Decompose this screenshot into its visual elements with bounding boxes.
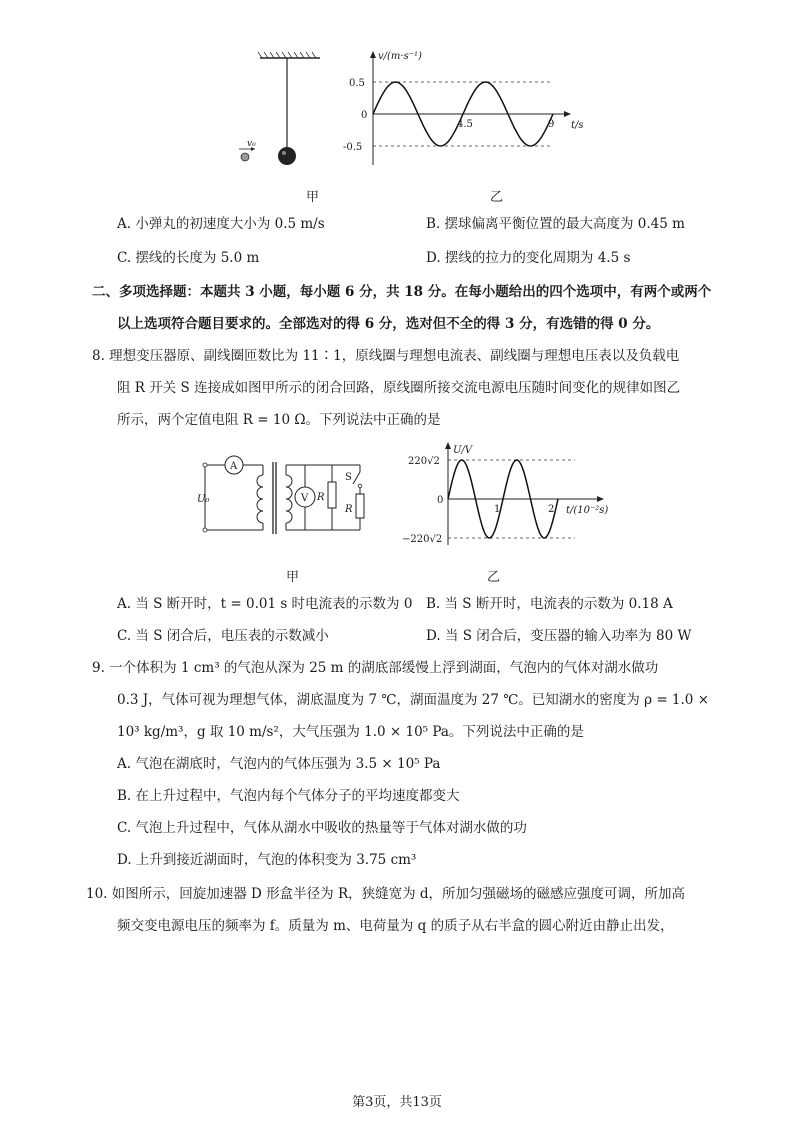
x-axis-label: t/s (571, 120, 584, 131)
voltmeter-label: V (301, 493, 309, 504)
y-tick-top: 0.5 (349, 78, 365, 89)
q9-stem-line1: 9. 一个体积为 1 cm³ 的气泡从深为 25 m 的湖底部缓慢上浮到湖面，气泡内的气体对湖水做功 (92, 660, 659, 676)
x-axis-label: t/(10⁻²s) (566, 505, 609, 516)
q8-stem-line2: 阻 R 开关 S 连接成如图甲所示的闭合回路，原线圈所接交流电源电压随时间变化的规律如图乙 (117, 380, 681, 396)
q8-stem-line3: 所示，两个定值电阻 R = 10 Ω。下列说法中正确的是 (117, 412, 441, 428)
q8-option-c: C. 当 S 闭合后，电压表的示数减小 (117, 628, 329, 644)
q9-option-c: C. 气泡上升过程中，气体从湖水中吸收的热量等于气体对湖水做的功 (117, 820, 527, 836)
q7-option-b: B. 摆球偏离平衡位置的最大高度为 0.45 m (426, 216, 685, 232)
q9-option-d: D. 上升到接近湖面时，气泡的体积变为 3.75 cm³ (117, 852, 417, 868)
y-axis-label: v/(m·s⁻¹) (378, 51, 422, 62)
y-tick-zero: 0 (361, 110, 368, 121)
q8-option-d: D. 当 S 闭合后，变压器的输入功率为 80 W (426, 628, 692, 644)
ammeter-label: A (230, 461, 238, 472)
voltage-time-chart (400, 440, 630, 550)
section2-heading-line2: 以上选项符合题目要求的。全部选对的得 6 分，选对但不全的得 3 分，有选错的得 0 分。 (117, 316, 660, 332)
q9-stem-line2: 0.3 J，气体可视为理想气体，湖底温度为 7 ℃，湖面温度为 27 ℃。已知湖水的密度为 ρ = 1.0 × (117, 692, 710, 708)
section2-heading-line1: 二、多项选择题：本题共 3 小题，每小题 6 分，共 18 分。在每小题给出的四个选项中，有两个或两个 (92, 284, 712, 300)
y-axis-label: U/V (453, 445, 473, 456)
page-number-footer: 第3页，共13页 (352, 1095, 442, 1110)
resistor1-label: R (317, 492, 325, 503)
q10-stem-line2: 频交变电源电压的频率为 f。质量为 m、电荷量为 q 的质子从右半盒的圆心附近由静止出发， (117, 918, 674, 934)
y-tick-top: 220√2 (408, 456, 440, 467)
velocity-time-chart (335, 45, 595, 180)
q9-stem-line3: 10³ kg/m³，g 取 10 m/s²，大气压强为 1.0 × 10⁵ Pa。下列说法中正确的是 (117, 724, 584, 740)
q7-option-d: D. 摆线的拉力的变化周期为 4.5 s (426, 250, 631, 266)
resistor2-label: R (345, 504, 353, 515)
y-tick-zero: 0 (437, 495, 444, 506)
figure-jia-caption: 甲 (306, 190, 320, 205)
q9-option-a: A. 气泡在湖底时，气泡内的气体压强为 3.5 × 10⁵ Pa (117, 756, 441, 772)
pendulum-figure (225, 48, 335, 183)
source-label: U₀ (197, 494, 210, 505)
q7-option-a: A. 小弹丸的初速度大小为 0.5 m/s (117, 216, 325, 232)
x-tick-4.5: 4.5 (457, 119, 473, 130)
switch-label: S (345, 472, 352, 483)
x-tick-1: 1 (494, 504, 501, 515)
q8-figure-jia-caption: 甲 (286, 570, 300, 585)
v0-label: v₀ (247, 139, 256, 149)
q10-stem-line1: 10. 如图所示，回旋加速器 D 形盒半径为 R，狭缝宽为 d，所加匀强磁场的磁感应强度可调，所加高 (86, 886, 686, 902)
q8-option-a: A. 当 S 断开时，t = 0.01 s 时电流表的示数为 0 (117, 596, 413, 612)
x-tick-9: 9 (548, 119, 555, 130)
y-tick-bottom: −220√2 (402, 534, 443, 545)
q8-option-b: B. 当 S 断开时，电流表的示数为 0.18 A (426, 596, 673, 612)
x-tick-2: 2 (548, 504, 555, 515)
q7-option-c: C. 摆线的长度为 5.0 m (117, 250, 260, 266)
q9-option-b: B. 在上升过程中，气泡内每个气体分子的平均速度都变大 (117, 788, 460, 804)
q8-figure-yi-caption: 乙 (487, 570, 501, 585)
transformer-circuit-diagram (195, 450, 375, 545)
q8-stem-line1: 8. 理想变压器原、副线圈匝数比为 11∶1，原线圈与理想电流表、副线圈与理想电压表以及负载电 (92, 348, 680, 364)
y-tick-bottom: -0.5 (343, 142, 363, 153)
figure-yi-caption: 乙 (490, 190, 504, 205)
